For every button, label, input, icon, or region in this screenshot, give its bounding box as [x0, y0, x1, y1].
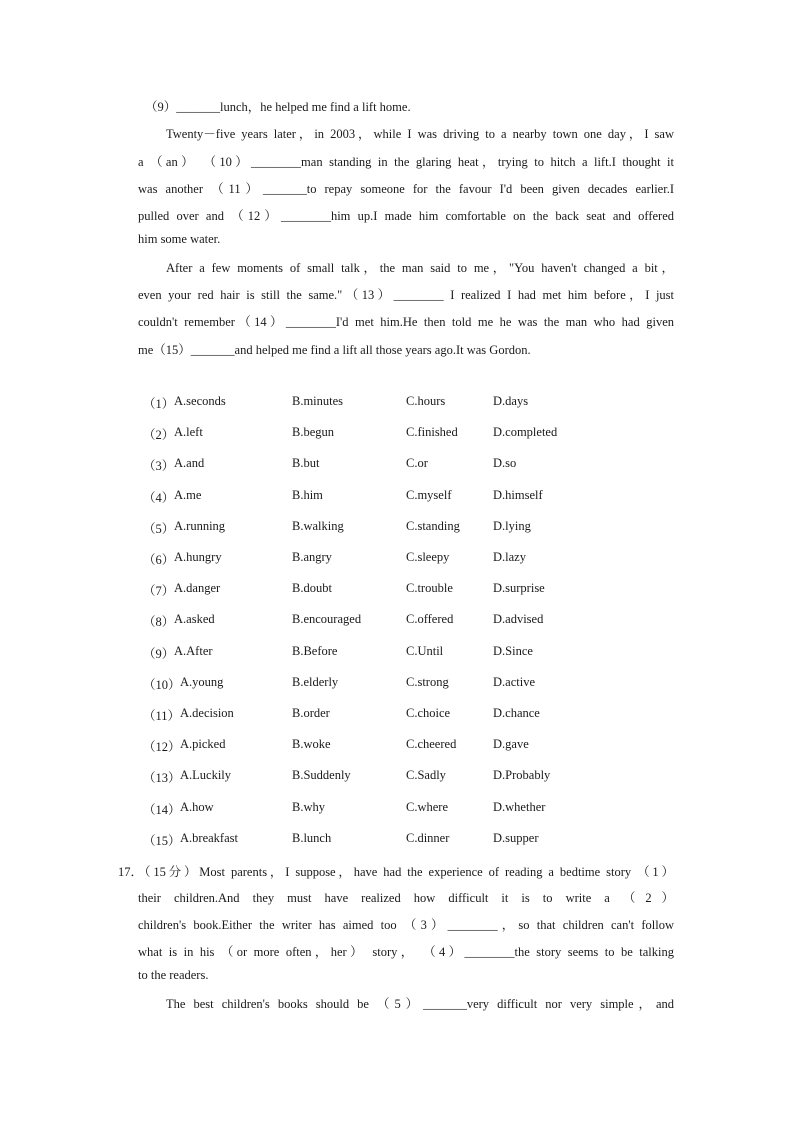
option-d: D.himself: [493, 488, 543, 502]
passage-line: was another （11）_______to repay someone for the favour I'd been given decades earlier.I: [138, 182, 674, 196]
option-number: （6）: [143, 553, 175, 567]
option-a: A.Luckily: [180, 768, 232, 782]
option-a: A.decision: [180, 706, 234, 720]
option-b: B.but: [292, 456, 320, 470]
option-d: D.supper: [493, 831, 539, 845]
option-number: （12）: [143, 740, 181, 754]
option-c: C.Until: [406, 644, 444, 658]
question-line: their children.And they must have realized how difficult it is to write a （2）: [138, 891, 674, 905]
passage-line: a （an） （10）________man standing in the glaring heat，trying to hitch a lift.I thought it: [138, 155, 674, 169]
option-d: D.Probably: [493, 768, 551, 782]
option-number: （13）: [143, 771, 181, 785]
passage-line: him some water.: [138, 232, 221, 246]
option-a: A.picked: [180, 737, 226, 751]
question-line: children's book.Either the writer has aimed too （3）________，so that children can't follow: [138, 918, 674, 932]
option-a: A.left: [174, 425, 203, 439]
option-c: C.sleepy: [406, 550, 450, 564]
question-line: The best children's books should be （5）_______very difficult nor very simple，and: [166, 997, 674, 1011]
option-b: B.why: [292, 800, 325, 814]
option-d: D.Since: [493, 644, 533, 658]
question-line: （15分）Most parents，I suppose，have had the experience of reading a bedtime story （1）: [138, 865, 674, 879]
option-b: B.doubt: [292, 581, 332, 595]
option-d: D.completed: [493, 425, 558, 439]
option-b: B.begun: [292, 425, 335, 439]
option-b: B.order: [292, 706, 330, 720]
option-number: （15）: [143, 834, 181, 848]
question-line: what is in his （or more often，her） story， （4）________the story seems to be talking: [138, 945, 674, 959]
option-number: （7）: [143, 584, 175, 598]
option-d: D.gave: [493, 737, 529, 751]
option-number: （3）: [143, 459, 175, 473]
option-c: C.finished: [406, 425, 458, 439]
option-a: A.asked: [174, 612, 215, 626]
option-c: C.dinner: [406, 831, 450, 845]
passage-line: me（15）_______and helped me find a lift all those years ago.It was Gordon.: [138, 343, 531, 357]
option-b: B.walking: [292, 519, 344, 533]
option-b: B.angry: [292, 550, 332, 564]
option-b: B.encouraged: [292, 612, 362, 626]
question-line: to the readers.: [138, 968, 209, 982]
option-c: C.or: [406, 456, 428, 470]
option-a: A.how: [180, 800, 214, 814]
option-b: B.lunch: [292, 831, 332, 845]
passage-line: （9）_______lunch，he helped me find a lift home.: [145, 100, 411, 114]
option-b: B.Suddenly: [292, 768, 351, 782]
passage-line: After a few moments of small talk，the man said to me，"You haven't changed a bit，: [166, 261, 674, 275]
option-a: A.After: [174, 644, 213, 658]
option-c: C.myself: [406, 488, 452, 502]
option-a: A.danger: [174, 581, 221, 595]
option-d: D.surprise: [493, 581, 545, 595]
option-c: C.offered: [406, 612, 454, 626]
option-c: C.choice: [406, 706, 451, 720]
option-b: B.elderly: [292, 675, 339, 689]
option-b: B.woke: [292, 737, 331, 751]
passage-line: couldn't remember（14）________I'd met him.He then told me he was the man who had given: [138, 315, 674, 329]
option-d: D.so: [493, 456, 517, 470]
option-c: C.cheered: [406, 737, 457, 751]
option-a: A.hungry: [174, 550, 222, 564]
option-number: （14）: [143, 803, 181, 817]
option-number: （10）: [143, 678, 181, 692]
option-a: A.running: [174, 519, 226, 533]
option-number: （2）: [143, 428, 175, 442]
option-d: D.lazy: [493, 550, 526, 564]
option-c: C.strong: [406, 675, 449, 689]
option-a: A.breakfast: [180, 831, 238, 845]
option-number: （9）: [143, 647, 175, 661]
option-c: C.trouble: [406, 581, 453, 595]
option-d: D.days: [493, 394, 529, 408]
option-number: （5）: [143, 522, 175, 536]
option-c: C.hours: [406, 394, 446, 408]
option-number: （1）: [143, 397, 175, 411]
passage-line: Twenty－five years later，in 2003，while I was driving to a nearby town one day，I saw: [166, 127, 674, 141]
option-number: （4）: [143, 491, 175, 505]
option-d: D.chance: [493, 706, 540, 720]
option-c: C.standing: [406, 519, 460, 533]
option-a: A.seconds: [174, 394, 226, 408]
option-b: B.him: [292, 488, 323, 502]
question-number: 17．: [118, 865, 144, 879]
option-a: A.young: [180, 675, 224, 689]
option-number: （11）: [143, 709, 181, 723]
option-d: D.advised: [493, 612, 544, 626]
passage-line: even your red hair is still the same."（13）________ I realized I had met him before，I just: [138, 288, 674, 302]
option-a: A.me: [174, 488, 202, 502]
option-b: B.Before: [292, 644, 338, 658]
option-c: C.where: [406, 800, 448, 814]
option-a: A.and: [174, 456, 205, 470]
option-d: D.lying: [493, 519, 531, 533]
option-number: （8）: [143, 615, 175, 629]
option-c: C.Sadly: [406, 768, 446, 782]
option-b: B.minutes: [292, 394, 344, 408]
passage-line: pulled over and （12）________him up.I made him comfortable on the back seat and offered: [138, 209, 674, 223]
option-d: D.whether: [493, 800, 546, 814]
option-d: D.active: [493, 675, 535, 689]
